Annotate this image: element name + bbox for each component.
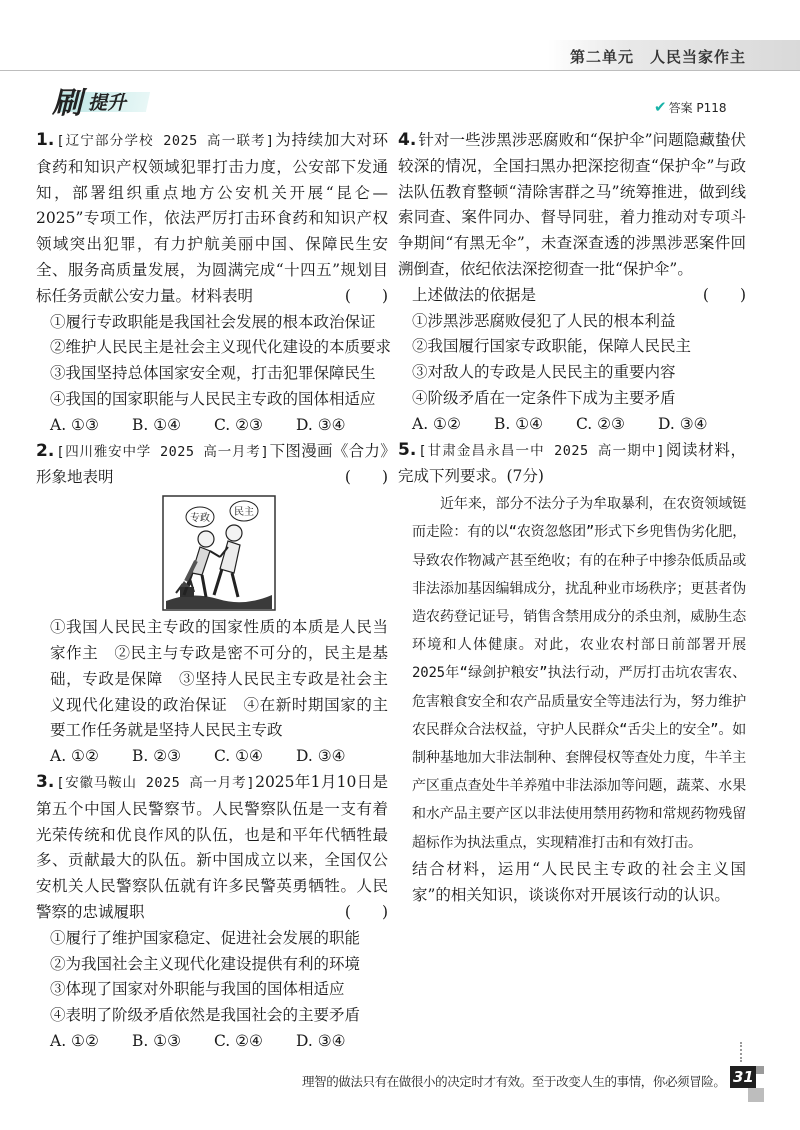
choice-c: C. ②④ xyxy=(214,1031,263,1050)
question-stem: 针对一些涉黑涉恶腐败和“保护伞”问题隐藏蛰伏较深的情况，全国扫黑办把深挖彻查“保护伞”与政法队伍教育整顿“清除害群之马”统筹推进，做到线索同查、案件同办、督导同驻，着力推动对专项斗争期间“有黑无伞”，未查深查透的涉黑涉恶案件回溯倒查，依纪依法深挖彻查一批“保护伞”。 xyxy=(398,131,746,278)
question-number: 5. xyxy=(398,439,417,460)
choice-d: D. ③④ xyxy=(296,747,346,766)
question-4-stem-end xyxy=(398,283,746,309)
choice-c: C. ②③ xyxy=(576,414,625,433)
choice-c: C. ②③ xyxy=(214,415,263,434)
answer-choices xyxy=(398,412,746,438)
question-source: [甘肃金昌永昌一中 2025 高一期中] xyxy=(418,442,666,459)
question-stem: 为持续加大对环食药和知识产权领域犯罪打击力度，公安部下发通知，部署组织重点地方公安机关开展“昆仑—2025”专项工作，依法严厉打击环食药和知识产权领域突出犯罪，有力护航美丽中国、保障民生安全、服务高质量发展，为圆满完成“十四五”规划目标任务贡献公安力量。材料表明 xyxy=(36,131,388,305)
choice-a: A. ①② xyxy=(50,1031,99,1050)
option-1: ①履行专政职能是我国社会发展的根本政治保证 xyxy=(50,312,376,331)
question-4 xyxy=(398,128,746,283)
header-divider xyxy=(0,70,800,71)
choice-c: C. ①④ xyxy=(214,747,263,766)
choice-a: A. ①③ xyxy=(50,415,99,434)
question-source: [辽宁部分学校 2025 高一联考] xyxy=(56,133,275,149)
answer-paren: ( ) xyxy=(344,468,388,487)
cartoon-illustration xyxy=(162,495,276,611)
option-3: ③体现了国家对外职能与我国的国体相适应 xyxy=(50,980,345,999)
option-4: ④我国的国家职能与人民民主专政的国体相适应 xyxy=(50,389,376,408)
option-2: ②我国履行国家专政职能，保障人民民主 xyxy=(412,337,692,356)
footer-dotted-line xyxy=(740,1042,743,1062)
question-number: 1. xyxy=(36,130,55,150)
choice-a: A. ①② xyxy=(50,747,99,766)
question-2 xyxy=(36,439,388,492)
choice-a: A. ①② xyxy=(412,414,461,433)
answer-choices xyxy=(36,413,388,439)
choice-b: B. ①③ xyxy=(132,1031,182,1050)
section-logo xyxy=(52,82,147,121)
answer-paren: ( ) xyxy=(702,285,746,304)
stem-end-text: 上述做法的依据是 xyxy=(412,285,537,304)
question-1 xyxy=(36,128,388,310)
option-2: ②维护人民民主是社会主义现代化建设的本质要求 xyxy=(50,338,392,357)
question-source: [四川雅安中学 2025 高一月考] xyxy=(56,443,270,460)
cartoon-label-right: 民主 xyxy=(234,507,254,519)
answer-choices xyxy=(36,744,388,770)
page-number-badge xyxy=(730,1062,770,1102)
choice-b: B. ②③ xyxy=(132,747,182,766)
question-source: [安徽马鞍山 2025 高一月考] xyxy=(56,774,256,791)
question-number: 3. xyxy=(36,771,55,792)
logo-big-char: 刷 xyxy=(52,86,82,121)
question-number: 2. xyxy=(36,440,55,461)
question-3 xyxy=(36,770,388,926)
choice-d: D. ③④ xyxy=(296,415,346,434)
question-number: 4. xyxy=(398,130,417,150)
choice-b: B. ①④ xyxy=(494,414,544,433)
unit-title: 第二单元 人民当家作主 xyxy=(570,48,747,66)
question-2-options: ①我国人民民主专政的国家性质的本质是人民当家作主 ②民主与专政是密不可分的，民主是基础，专政是保障 ③坚持人民民主专政是社会主义现代化建设的政治保证 ④在新时期国家的主要工作任务就是坚持人民民主专政 xyxy=(50,618,388,740)
answer-choices xyxy=(36,1029,388,1055)
option-3: ③对敌人的专政是人民民主的重要内容 xyxy=(412,363,676,382)
option-1: ①涉黑涉恶腐败侵犯了人民的根本利益 xyxy=(412,311,676,330)
reading-material: 近年来，部分不法分子为牟取暴利，在农资领域铤而走险：有的以“农资忽悠团”形式下乡兜售伪劣化肥，导致农作物减产甚至绝收；有的在种子中掺杂低质品或非法添加基因编辑成分，扰乱种业市场秩序；更甚者伪造农药登记证号，销售含禁用成分的杀虫剂，威胁生态环境和人体健康。对此，农业农村部日前部署开展2025年“绿剑护粮安”执法行动，严厉打击坑农害农、危害粮食安全和农产品质量安全等违法行为，努力维护农民群众合法权益，守护人民群众“舌尖上的安全”。如制种基地加大非法制种、套牌侵权等查处力度，牛羊主产区重点查处牛羊养殖中非法添加等问题，蔬菜、水果和水产品主要产区以非法使用禁用药物和常规药物残留超标作为执法重点，实现精准打击和有效打击。 xyxy=(412,496,746,851)
choice-d: D. ③④ xyxy=(296,1031,346,1050)
choice-b: B. ①④ xyxy=(132,415,182,434)
answer-paren: ( ) xyxy=(344,902,388,921)
right-column xyxy=(398,128,746,908)
page-number: 31 xyxy=(733,1068,754,1086)
option-2: ②为我国社会主义现代化建设提供有利的环境 xyxy=(50,954,361,973)
option-1: ①履行了维护国家稳定、促进社会发展的职能 xyxy=(50,928,361,947)
footer-motto: 理智的做法只有在做很小的决定时才有效。至于改变人生的事情，你必须冒险。 xyxy=(302,1074,726,1089)
question-5 xyxy=(398,438,746,491)
logo-small-text: 提升 xyxy=(88,92,127,114)
cartoon-label-left: 专政 xyxy=(190,513,210,525)
question-5-task: 结合材料，运用“人民民主专政的社会主义国家”的相关知识，谈谈你对开展该行动的认识。 xyxy=(412,859,746,904)
question-stem: 阅读材料，完成下列要求。(7分) xyxy=(398,440,746,486)
page-number-deco xyxy=(756,1066,764,1074)
answer-reference-label: 答案 P118 xyxy=(668,100,727,115)
page-number-deco xyxy=(748,1088,764,1102)
answer-reference xyxy=(654,98,727,116)
left-column xyxy=(36,128,392,1055)
choice-d: D. ③④ xyxy=(658,414,708,433)
question-stem: 下图漫画《合力》形象地表明 xyxy=(36,441,388,487)
option-4: ④表明了阶级矛盾依然是我国社会的主要矛盾 xyxy=(50,1006,361,1025)
option-4: ④阶级矛盾在一定条件下成为主要矛盾 xyxy=(412,388,676,407)
cartoon-svg xyxy=(162,495,276,611)
option-3: ③我国坚持总体国家安全观，打击犯罪保障民生 xyxy=(50,364,376,383)
question-stem: 2025年1月10日是第五个中国人民警察节。人民警察队伍是一支有着光荣传统和优良作风的队伍，也是和平年代牺牲最多、贡献最大的队伍。新中国成立以来，全国仅公安机关人民警察队伍就有许多民警英勇牺牲。人民警察的忠诚履职 xyxy=(36,772,388,921)
answer-paren: ( ) xyxy=(344,286,388,305)
checkmark-icon: ✔ xyxy=(654,98,667,116)
